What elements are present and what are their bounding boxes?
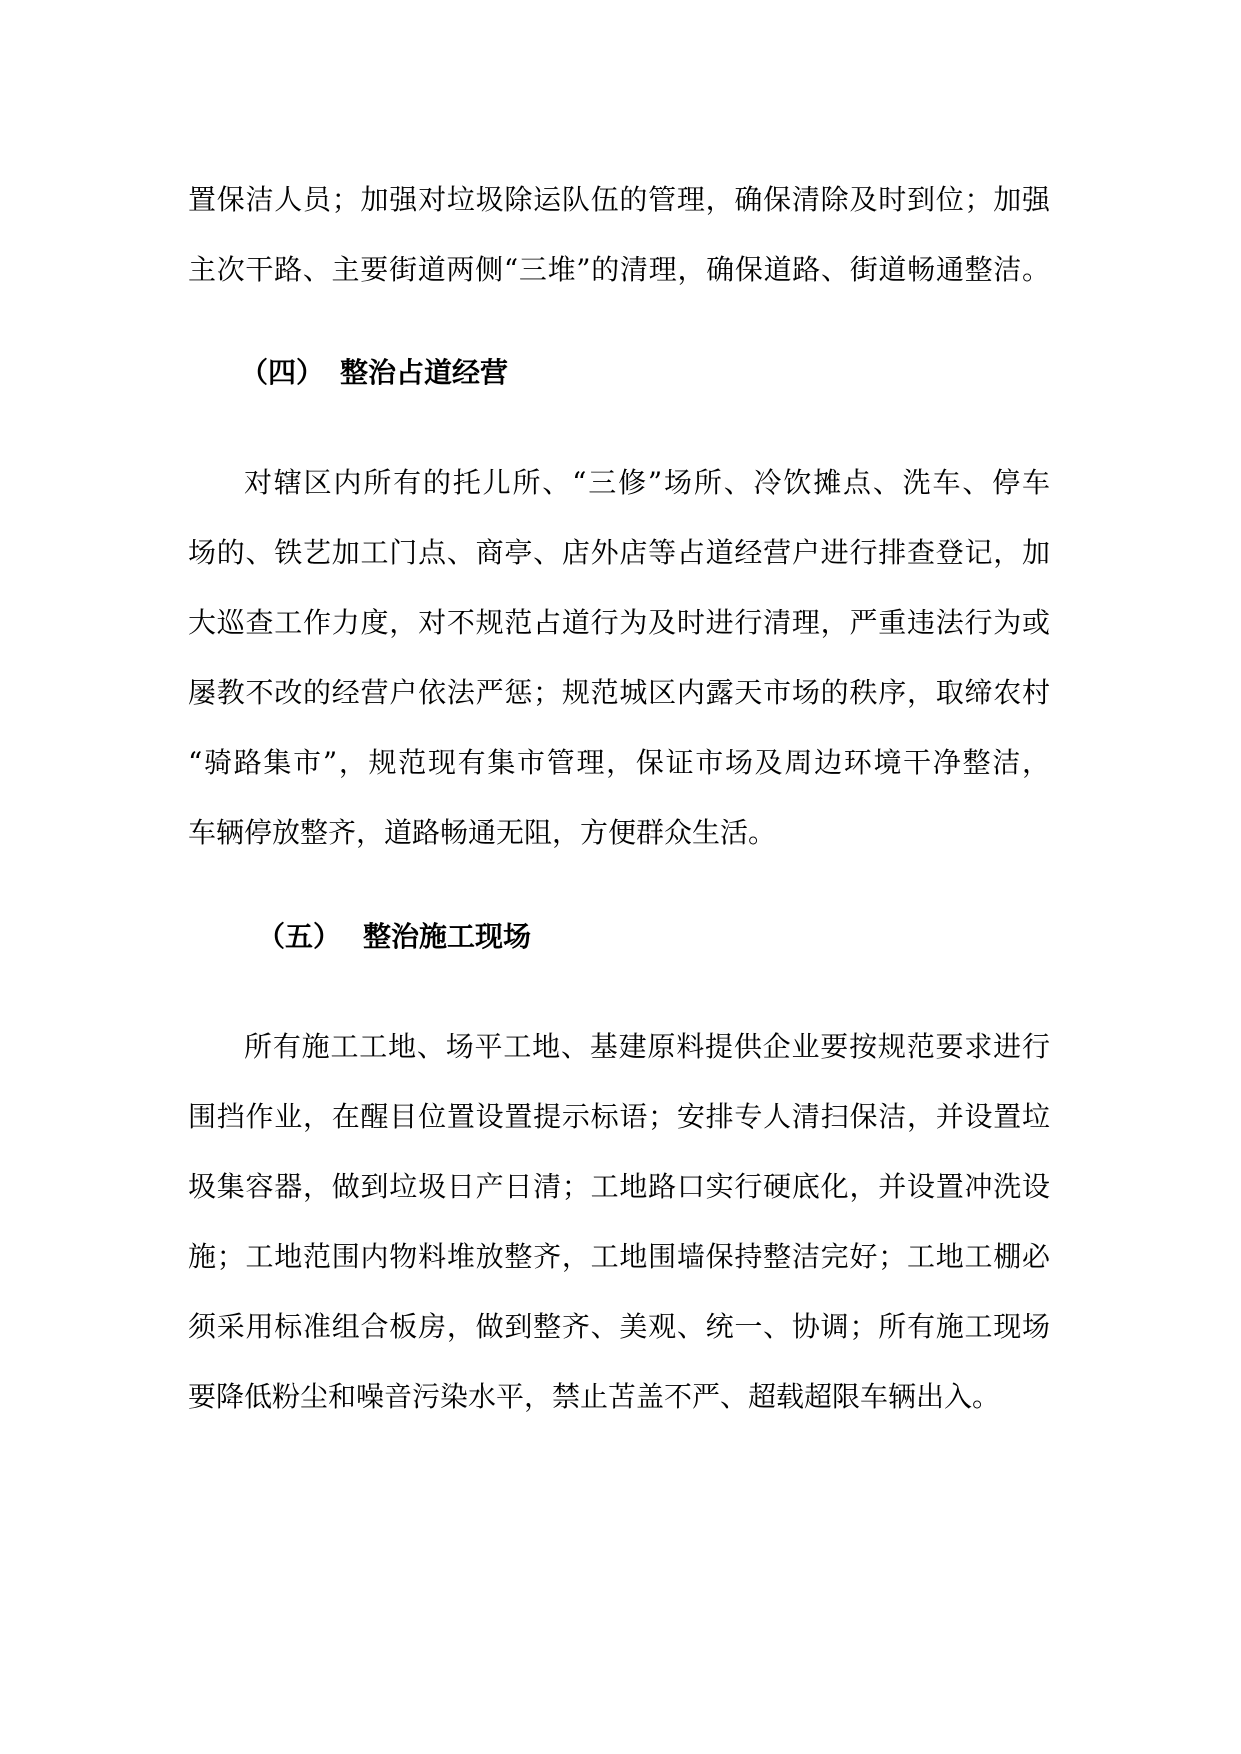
- paragraph-text: “骑路集市”，规范现有集市管理，保证市场及周边环境干净整洁，: [188, 746, 1050, 779]
- paragraph-text: 要降低粉尘和噪音污染水平，禁止苫盖不严、超载超限车辆出入。: [188, 1380, 1001, 1413]
- section-title: 整治占道经营: [340, 356, 509, 389]
- paragraph-text: 主次干路、主要街道两侧“三堆”的清理，确保道路、街道畅通整洁。: [188, 253, 1050, 286]
- paragraph-text: 屡教不改的经营户依法严惩；规范城区内露天市场的秩序，取缔农村: [188, 676, 1050, 709]
- paragraph-line: [0, 1377, 1241, 1417]
- section-title: 整治施工现场: [363, 920, 532, 953]
- section-heading: [240, 353, 640, 393]
- paragraph-text: 对辖区内所有的托儿所、“三修”场所、冷饮摊点、洗车、停车: [244, 466, 1050, 499]
- paragraph-text: 大巡查工作力度，对不规范占道行为及时进行清理，严重违法行为或: [188, 606, 1050, 639]
- paragraph-text: 围挡作业，在醒目位置设置提示标语；安排专人清扫保洁，并设置垃: [188, 1100, 1050, 1133]
- section-number: （四）: [240, 356, 325, 389]
- paragraph-text: 圾集容器，做到垃圾日产日清；工地路口实行硬底化，并设置冲洗设: [188, 1170, 1050, 1203]
- paragraph-line: [0, 1307, 1241, 1347]
- paragraph-line: [0, 1027, 1241, 1067]
- paragraph-line: [0, 1167, 1241, 1207]
- paragraph-line: [0, 463, 1241, 503]
- paragraph-line: [0, 673, 1241, 713]
- paragraph-line: [0, 603, 1241, 643]
- paragraph-text: 车辆停放整齐，道路畅通无阻，方便群众生活。: [188, 816, 777, 849]
- paragraph-text: 场的、铁艺加工门点、商亭、店外店等占道经营户进行排查登记，加: [188, 536, 1050, 569]
- paragraph-text: 置保洁人员；加强对垃圾除运队伍的管理，确保清除及时到位；加强: [188, 183, 1050, 216]
- paragraph-line: [0, 743, 1241, 783]
- paragraph-text: 所有施工工地、场平工地、基建原料提供企业要按规范要求进行: [244, 1030, 1050, 1063]
- paragraph-line: [0, 250, 1241, 290]
- paragraph-line: [0, 813, 1241, 853]
- paragraph-text: 施；工地范围内物料堆放整齐，工地围墙保持整洁完好；工地工棚必: [188, 1240, 1050, 1273]
- paragraph-text: 须采用标准组合板房，做到整齐、美观、统一、协调；所有施工现场: [188, 1310, 1050, 1343]
- section-number: （五）: [257, 920, 342, 953]
- paragraph-line: [0, 1097, 1241, 1137]
- paragraph-line: [0, 180, 1241, 220]
- paragraph-line: [0, 1237, 1241, 1277]
- paragraph-line: [0, 533, 1241, 573]
- section-heading: [257, 917, 657, 957]
